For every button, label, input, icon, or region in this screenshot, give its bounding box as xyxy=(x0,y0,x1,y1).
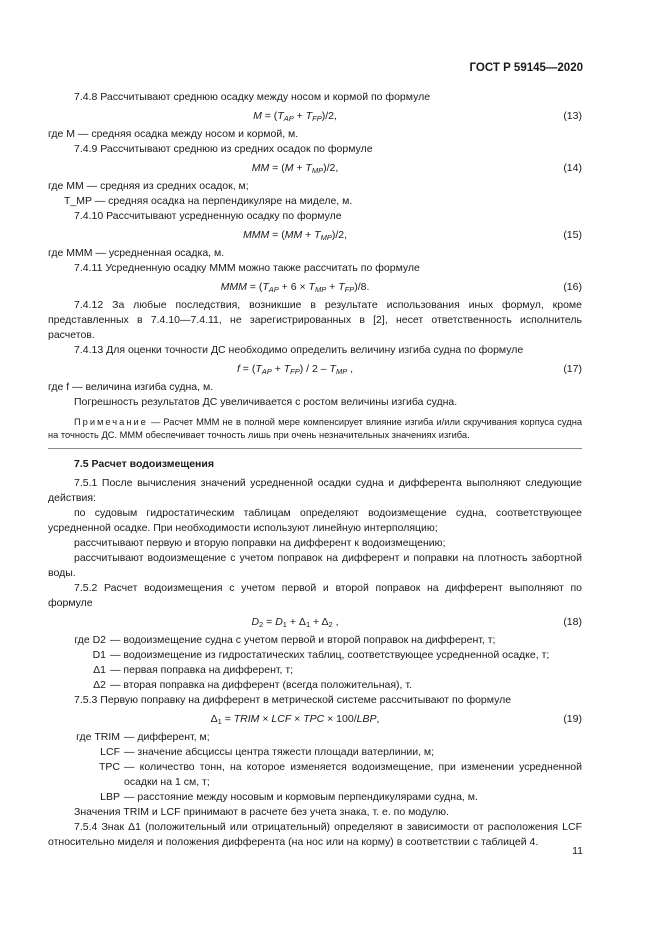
formula-18-number: (18) xyxy=(563,616,582,628)
def-19-symbol: LCF xyxy=(100,746,120,758)
list-item-1: по судовым гидростатическим таблицам определяют водоизмещение судна, соответствующее усредненной осадке. При необходимости используют линейную интерполяцию; xyxy=(48,507,582,534)
formula-15-number: (15) xyxy=(563,229,582,241)
def-19-symbol: TPC xyxy=(99,761,120,773)
para-sign: Значения TRIM и LCF принимают в расчете без учета знака, т. е. по модулю. xyxy=(74,806,449,818)
def-18-text: — водоизмещение из гидростатических таблиц, соответствующее усредненной осадке, т; xyxy=(110,649,550,661)
formula-16-expression: MMM = $(T_{AP} + 6 \times T_{MP} + T_{FP})/8$. xyxy=(220,281,370,294)
def-14b: T_MP — средняя осадка на перпендикуляре на миделе, м. xyxy=(64,195,353,207)
formula-15 xyxy=(48,224,582,246)
page-body xyxy=(48,90,582,850)
para-7-4-9: 7.4.9 Рассчитывают среднюю из средних осадок по формуле xyxy=(74,143,373,155)
formula-14 xyxy=(48,157,582,179)
formula-17 xyxy=(48,358,582,380)
def-17: где f — величина изгиба судна, м. xyxy=(48,381,214,393)
formula-19-number: (19) xyxy=(563,713,582,725)
formula-15-expression: MMM = $(MM + T_{MP})/2$, xyxy=(242,229,348,242)
document-id: ГОСТ Р 59145—2020 xyxy=(469,62,583,74)
para-7-5-3: 7.5.3 Первую поправку на дифферент в метрической системе рассчитывают по формуле xyxy=(74,694,512,706)
def-18-list xyxy=(48,633,582,693)
def-18-symbol: Δ1 xyxy=(93,664,106,676)
formula-16 xyxy=(48,276,582,298)
list-item-3: рассчитывают водоизмещение с учетом поправок на дифферент и поправки на плотность забортной воды. xyxy=(48,552,582,579)
def-18-text: — вторая поправка на дифферент (всегда положительная), т. xyxy=(110,679,412,691)
page-number: 11 xyxy=(572,845,583,857)
def-18-text: — водоизмещение судна с учетом первой и второй поправок на дифферент, т; xyxy=(110,634,496,646)
def-18-text: — первая поправка на дифферент, т; xyxy=(110,664,294,676)
def-19-symbol: где TRIM xyxy=(76,731,120,743)
para-7-4-12: 7.4.12 За любые последствия, возникшие в результате использования иных формул, кроме представленных в 7.4.10—7.4.11, не зарегистрированных в [2], несет ответственность исполнитель расчетов. xyxy=(48,299,582,341)
def-14a: где MM — средняя из средних осадок, м; xyxy=(48,180,249,192)
formula-16-number: (16) xyxy=(563,281,582,293)
formula-13 xyxy=(48,105,582,127)
formula-14-number: (14) xyxy=(563,162,582,174)
def-19-text: — расстояние между носовым и кормовым перпендикулярами судна, м. xyxy=(124,791,478,803)
para-7-5-1: 7.5.1 После вычисления значений усредненной осадки судна и дифферента выполняют следующие действия: xyxy=(48,477,582,504)
def-18-symbol: Δ2 xyxy=(93,679,106,691)
section-title-7-5: 7.5 Расчет водоизмещения xyxy=(74,458,214,470)
def-13: где M — средняя осадка между носом и кормой, м. xyxy=(48,128,299,140)
def-19-text: — значение абсциссы центра тяжести площади ватерлинии, м; xyxy=(124,746,435,758)
para-7-4-13: 7.4.13 Для оценки точности ДС необходимо определить величину изгиба судна по формуле xyxy=(74,344,524,356)
para-error: Погрешность результатов ДС увеличивается с ростом величины изгиба судна. xyxy=(74,396,458,408)
formula-18-expression: $D_2 = D_1 + \Delta_1 + \Delta_2$ , xyxy=(251,616,339,629)
def-18-symbol: D1 xyxy=(92,649,106,661)
para-7-4-8: 7.4.8 Рассчитывают среднюю осадку между носом и кормой по формуле xyxy=(74,91,431,103)
formula-13-number: (13) xyxy=(563,110,582,122)
note-label: Примечание xyxy=(74,417,148,427)
para-7-4-11: 7.4.11 Усредненную осадку MMM можно также рассчитать по формуле xyxy=(74,262,420,274)
formula-13-expression: $M = (T_{AP} + T_{FP})/2$, xyxy=(253,110,337,123)
def-19-text: — количество тонн, на которое изменяется водоизмещение, при изменении усредненной осадки на 1 см, т; xyxy=(124,761,582,788)
list-item-2: рассчитывают первую и вторую поправки на дифферент к водоизмещению; xyxy=(74,537,446,549)
note xyxy=(48,416,582,442)
formula-18 xyxy=(48,611,582,633)
formula-14-expression: MM = $(M + T_{MP})/2$, xyxy=(251,162,339,175)
note-text: — Расчет MMM не в полной мере компенсирует влияние изгиба и/или скручивания корпуса судна на точность ДС. MMM обеспечивает точность лишь при очень незначительных значениях изгиба. xyxy=(48,417,582,440)
formula-19-expression: $\Delta_1$ = TRIM × LCF × TPC × 100/LBP, xyxy=(210,713,380,726)
para-7-5-2: 7.5.2 Расчет водоизмещения с учетом первой и второй поправок на дифферент выполняют по формуле xyxy=(48,582,582,609)
def-15: где MMM — усредненная осадка, м. xyxy=(48,247,225,259)
para-7-5-4: 7.5.4 Знак Δ1 (положительный или отрицательный) определяют в зависимости от расположения LCF относительно миделя и положения дифферента (на нос или на корму) в соответствии с таблицей 4. xyxy=(48,821,582,848)
def-19-symbol: LBP xyxy=(100,791,120,803)
def-18-symbol: где D2 xyxy=(74,634,106,646)
divider xyxy=(48,448,582,449)
para-7-4-10: 7.4.10 Рассчитывают усредненную осадку по формуле xyxy=(74,210,342,222)
formula-17-number: (17) xyxy=(563,363,582,375)
def-19-text: — дифферент, м; xyxy=(124,731,210,743)
def-19-list xyxy=(48,730,582,805)
formula-17-expression: $f = (T_{AP} + T_{FP}) / 2 - T_{MP}$ , xyxy=(236,363,354,376)
formula-19 xyxy=(48,708,582,730)
